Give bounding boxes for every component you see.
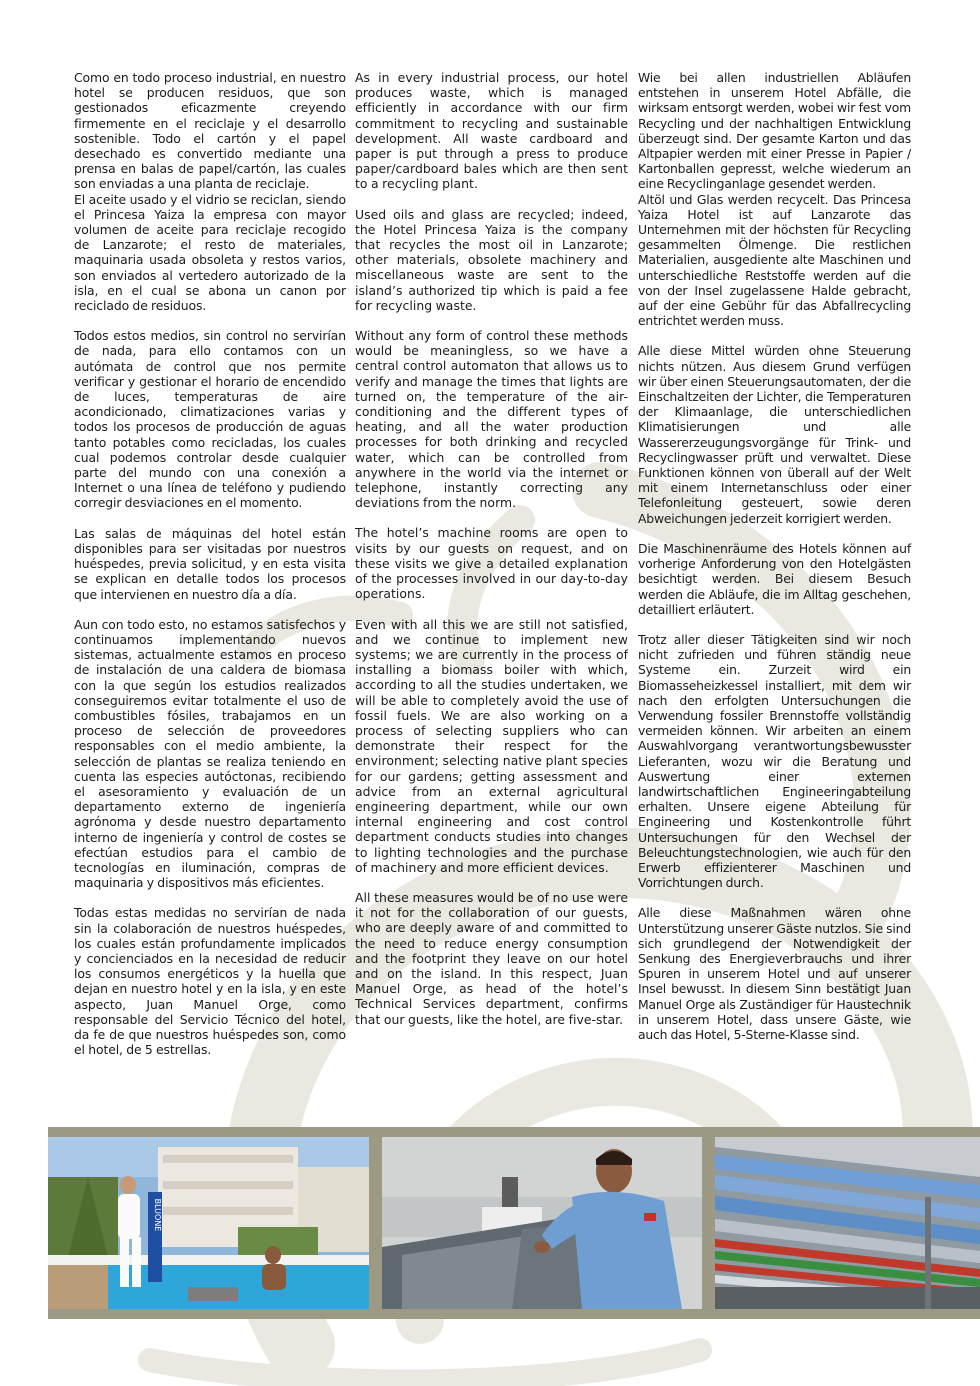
pool-lift-label: BLUONE <box>153 1198 162 1232</box>
german-paragraph-6: Alle diese Maßnahmen wären ohne Unterstützung unserer Gäste nutzlos. Sie sind sich grundlegend der Notwendigkeit der Senkung des Energieverbrauchs und ihrer Spuren in unserem Hotel und auf unserer Insel bewusst. In diesem Sinn bestätigt Juan Manuel Orge als Zuständiger für Haustechnik in unserem Hotel, dass unsere Gäste, wie auch das Hotel, 5-Sterne-Klasse sind. <box>638 905 911 1042</box>
pool-lift-photo <box>48 1137 369 1309</box>
german-paragraph-1: Wie bei allen industriellen Abläufen entstehen in unserem Hotel Abfälle, die wirksam entsorgt werden, wobei wir fest vom Recycling und der nachhaltigen Entwicklung überzeugt sind. Der gesamte Karton und das Altpapier werden mit einer Presse in Papier / Kartonballen gepresst, welche wiederum an eine Recyclinganlage gesendet werden. <box>638 70 911 192</box>
spanish-paragraph-6: Todas estas medidas no servirían de nada sin la colaboración de nuestros huéspedes, los cuales están profundamente implicados y concienciados en la necesidad de reducir los consumos energéticos y la huella que dejan en nuestro hotel y en la isla, y en este aspecto, Juan Manuel Orge, como responsable del Servicio Técnico del hotel, da fe de que nuestros huéspedes son, como el hotel, de 5 estrellas. <box>74 905 346 1058</box>
spanish-column <box>74 70 346 1072</box>
english-paragraph-6: All these measures would be of no use were it not for the collaboration of our guests, who are deeply aware of and committed to the need to reduce energy consumption and the footprint they leave on our hotel and on the island. In this respect, Juan Manuel Orge, as head of the hotel’s Technical Services department, confirms that our guests, like the hotel, are five-star. <box>355 889 628 1027</box>
english-paragraph-5: Even with all this we are still not satisfied, and we continue to implement new systems; we are currently in the process of installing a biomass boiler with which, according to all the studies undertaken, we will be able to completely avoid the use of fossil fuels. We are also working on a process of selecting suppliers who can demonstrate their respect for the environment; selecting native plant species for our gardens; getting assessment and advice from an external agricultural engineering department, while our own internal engineering and cost control department conducts studies into changes to lighting technologies and the purchase of machinery and more efficient devices. <box>355 616 628 875</box>
english-column <box>355 70 628 1042</box>
german-column <box>638 70 911 1057</box>
german-paragraph-3: Alle diese Mittel würden ohne Steuerung nichts nützen. Aus diesem Grund verfügen wir über einen Steuerungsautomaten, der die Einschaltzeiten der Lichter, die Temperaturen der Klimaanlage, die unterschiedlichen Klimatisierungen und alle Wassererzeugungsvorgänge für Trink- und Recyclingwasser prüft und verwaltet. Diese Funktionen können von überall auf der Welt mit einem Internetanschluss oder einer Telefonleitung gesteuert, sowie deren Abweichungen jederzeit korrigiert werden. <box>638 343 911 526</box>
technician-solar-panel-photo <box>382 1137 702 1309</box>
spanish-paragraph-2: El aceite usado y el vidrio se reciclan, siendo el Princesa Yaiza la empresa con mayor volumen de aceite para reciclaje recogido de Lanzarote; el resto de materiales, maquinaria usada obsoleta y restos varios, son enviados al vertedero autorizado de la isla, en el cual se abona un canon por reciclado de residuos. <box>74 191 346 314</box>
english-paragraph-3: Without any form of control these methods would be meaningless, so we have a central control automaton that allows us to verify and manage the times that lights are turned on, the temperature of the air-conditioning and the different types of heating, and all the water production processes for both drinking and recycled water, which can be controlled from anywhere in the world via the internet or telephone, instantly correcting any deviations from the norm. <box>355 328 628 511</box>
english-paragraph-1: As in every industrial process, our hotel produces waste, which is managed efficiently in accordance with our firm commitment to recycling and sustainable development. All waste cardboard and paper is put through a press to produce paper/cardboard bales which are then sent to a recycling plant. <box>355 70 628 192</box>
pipes-machine-room-photo <box>715 1137 980 1309</box>
spanish-paragraph-5: Aun con todo esto, no estamos satisfechos y continuamos implementando nuevos sistemas, actualmente estamos en proceso de instalación de una caldera de biomasa con la que según los estudios realizados conseguiremos evitar totalmente el uso de combustibles fósiles, trabajamos en un proceso de selección de proveedores responsables con el medio ambiente, la selección de plantas se realiza teniendo en cuenta las especies autóctonas, recibiendo el asesoramiento y evaluación de un departamento externo de ingeniería agrónoma y desde nuestro departamento interno de ingeniería y control de costes se efectúan estudios para el cambio de tecnologías en iluminación, compras de maquinaria y dispositivos más eficientes. <box>74 616 346 891</box>
english-paragraph-2: Used oils and glass are recycled; indeed, the Hotel Princesa Yaiza is the company that recycles the most oil in Lanzarote; other materials, obsolete machinery and miscellaneous waste are sent to the island’s authorized tip which is paid a fee for recycling waste. <box>355 206 628 313</box>
spanish-paragraph-3: Todos estos medios, sin control no servirían de nada, para ello contamos con un autómata de control que nos permite verificar y gestionar el horario de encendido de luces, temperaturas de aire acondicionado, climatizaciones varias y todos los procesos de producción de aguas tanto potables como recicladas, los cuales cual podemos controlar desde cualquier parte del mundo con una conexión a Internet o una línea de teléfono y pudiendo corregir desviaciones en el momento. <box>74 328 346 511</box>
german-paragraph-5: Trotz aller dieser Tätigkeiten sind wir noch nicht zufrieden und führen ständig neue Systeme ein. Zurzeit wird ein Biomasseheizkessel installiert, mit dem wir nach den erfolgten Untersuchungen die Verwendung fossiler Brennstoffe vollständig vermeiden können. Wir arbeiten an einem Auswahlvorgang verantwortungsbewusster Lieferanten, wozu wir die Beratung und Auswertung einer externen landwirtschaftlichen Engineeringabteilung erhalten. Unsere eigene Abteilung für Engineering und Kostenkontrolle führt Untersuchungen für den Wechsel der Beleuchtungstechnologien, wie auch für den Erwerb effizienterer Maschinen und Vorrichtungen durch. <box>638 631 911 891</box>
photo-strip <box>48 1127 980 1319</box>
english-paragraph-4: The hotel’s machine rooms are open to visits by our guests on request, and on these visits we give a detailed explanation of the processes involved in our day-to-day operations. <box>355 525 628 602</box>
german-paragraph-2: Altöl und Glas werden recycelt. Das Princesa Yaiza Hotel ist auf Lanzarote das Unternehmen mit der höchsten für Recycling gesammelten Ölmenge. Die restlichen Materialien, ausgediente alte Maschinen und unterschiedliche Reststoffe werden auf die von der Insel zugelassene Halde gebracht, auf der eine Gebühr für das Abfallrecycling entrichtet werden muss. <box>638 191 911 329</box>
spanish-paragraph-4: Las salas de máquinas del hotel están disponibles para ser visitadas por nuestros huéspedes, previa solicitud, y en esta visita se explican en detalle todos los procesos que intervienen en nuestro día a día. <box>74 525 346 602</box>
spanish-paragraph-1: Como en todo proceso industrial, en nuestro hotel se producen residuos, que son gestionados eficazmente creyendo firmemente en el reciclaje y el desarrollo sostenible. Todo el cartón y el papel desechado es convertido mediante una prensa en balas de papel/cartón, las cuales son enviadas a una planta de reciclaje. <box>74 70 346 192</box>
german-paragraph-4: Die Maschinenräume des Hotels können auf vorherige Anforderung von den Hotelgästen besichtigt werden. Bei diesem Besuch werden die Abläufe, die im Alltag geschehen, detailliert erläutert. <box>638 540 911 617</box>
